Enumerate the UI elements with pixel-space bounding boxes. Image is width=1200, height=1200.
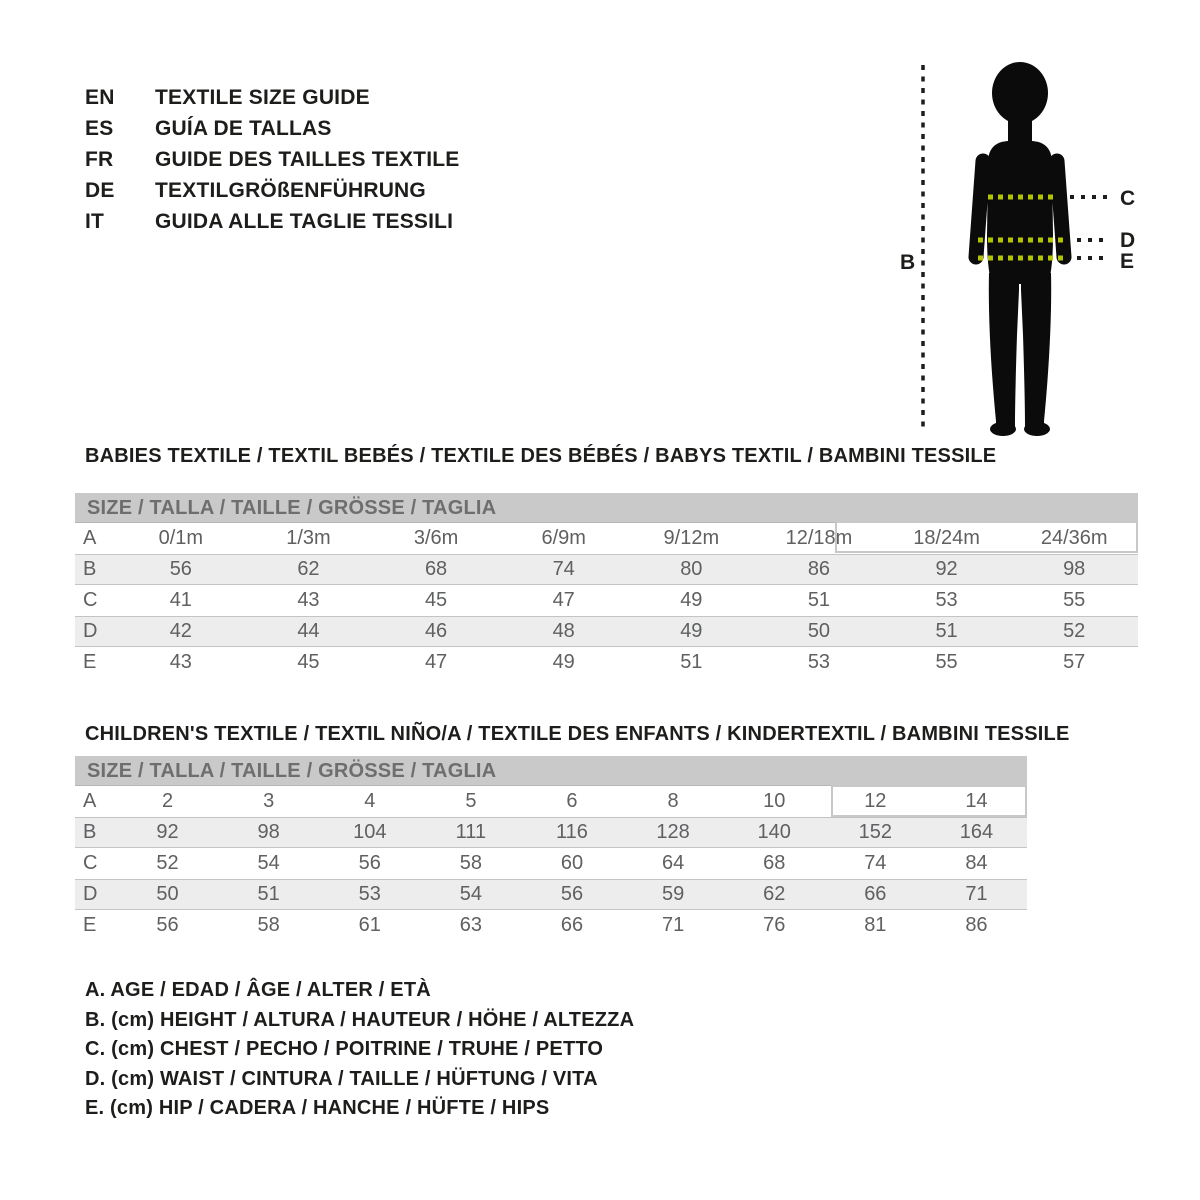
size-value-cell: 98 (257, 821, 280, 843)
size-value-cell: 56 (358, 852, 381, 874)
size-value-cell: 56 (156, 914, 179, 936)
size-value-cell: 68 (424, 558, 448, 580)
size-value-cell: 55 (935, 651, 958, 673)
children-table-rows (75, 786, 1027, 941)
chest-label: C (1120, 187, 1136, 210)
table-row (75, 910, 1027, 941)
size-value-cell: 152 (858, 821, 892, 843)
size-value-cell: 43 (169, 651, 192, 673)
language-code: DE (85, 178, 115, 202)
size-value-cell: 5 (465, 790, 477, 812)
size-value-cell: 140 (757, 821, 791, 843)
size-value-cell: 86 (807, 558, 831, 580)
size-value-cell: 74 (864, 852, 887, 874)
size-value-cell: 2 (161, 790, 174, 812)
size-value-cell: 128 (656, 821, 690, 843)
size-value-cell: 68 (763, 852, 786, 874)
size-value-cell: 53 (935, 589, 958, 611)
size-value-cell: 54 (257, 852, 280, 874)
language-title-list (85, 82, 459, 237)
children-size-table (75, 756, 1027, 941)
legend-line-chest: C. (cm) CHEST / PECHO / POITRINE / TRUHE / PETTO (85, 1038, 604, 1061)
size-value-cell: 18/24m (913, 527, 980, 549)
legend-line-height: B. (cm) HEIGHT / ALTURA / HAUTEUR / HÖHE / ALTEZZA (85, 1008, 635, 1031)
language-row (85, 113, 459, 144)
row-label: C (83, 852, 98, 874)
size-value-cell: 74 (552, 558, 575, 580)
size-value-cell: 3 (263, 790, 275, 812)
size-value-cell: 111 (455, 821, 487, 843)
child-silhouette (976, 62, 1064, 436)
size-value-cell: 60 (560, 852, 584, 874)
size-value-cell: 55 (1063, 589, 1086, 611)
table-row (75, 616, 1138, 647)
size-value-cell: 81 (864, 914, 887, 936)
size-value-cell: 45 (424, 589, 448, 611)
size-value-cell: 92 (935, 558, 958, 580)
size-value-cell: 59 (661, 883, 685, 905)
size-value-cell: 64 (661, 852, 685, 874)
size-value-cell: 12 (864, 790, 887, 812)
size-value-cell: 47 (552, 589, 575, 611)
size-value-cell: 41 (169, 589, 192, 611)
size-value-cell: 80 (680, 558, 703, 580)
table-row (75, 585, 1138, 616)
table-row (75, 879, 1027, 910)
size-value-cell: 84 (965, 852, 988, 874)
size-value-cell: 52 (1063, 620, 1086, 642)
child-silhouette-illustration (880, 35, 1160, 445)
size-value-cell: 92 (156, 821, 179, 843)
size-value-cell: 62 (297, 558, 320, 580)
size-value-cell: 49 (552, 651, 575, 673)
table-row (75, 848, 1027, 879)
row-label: C (83, 589, 98, 611)
table-row (75, 647, 1138, 678)
language-code: ES (85, 116, 114, 140)
babies-size-table (75, 493, 1138, 678)
size-value-cell: 53 (807, 651, 831, 673)
language-row (85, 206, 459, 237)
language-code: IT (85, 209, 105, 233)
language-row (85, 144, 459, 175)
size-value-cell: 45 (297, 651, 320, 673)
size-value-cell: 57 (1063, 651, 1086, 673)
size-value-cell: 76 (763, 914, 786, 936)
size-value-cell: 24/36m (1040, 527, 1108, 549)
table-row (75, 817, 1027, 848)
table-row (75, 523, 1138, 554)
child-measurement-figure (880, 35, 1160, 445)
size-value-cell: 61 (358, 914, 381, 936)
size-value-cell: 56 (560, 883, 584, 905)
size-value-cell: 1/3m (286, 527, 331, 549)
hip-label: E (1120, 250, 1135, 273)
babies-table-title: BABIES TEXTILE / TEXTIL BEBÉS / TEXTILE DES BÉBÉS / BABYS TEXTIL / BAMBINI TESSILE (85, 445, 997, 467)
row-label: A (83, 790, 97, 812)
size-value-cell: 52 (156, 852, 179, 874)
size-value-cell: 42 (169, 620, 192, 642)
size-value-cell: 12/18m (785, 527, 853, 549)
language-row (85, 175, 459, 206)
size-value-cell: 62 (763, 883, 786, 905)
row-label: A (83, 527, 97, 549)
row-label: D (83, 883, 98, 905)
size-value-cell: 164 (959, 821, 994, 843)
row-label: B (83, 821, 97, 843)
waist-label: D (1120, 229, 1136, 252)
size-value-cell: 50 (156, 883, 179, 905)
height-label: B (900, 251, 916, 274)
language-title: GUIDA ALLE TAGLIE TESSILI (155, 209, 454, 233)
size-value-cell: 47 (424, 651, 448, 673)
language-title: TEXTILGRÖßENFÜHRUNG (155, 178, 426, 202)
size-value-cell: 3/6m (413, 527, 459, 549)
size-value-cell: 66 (560, 914, 584, 936)
legend-line-age: A. AGE / EDAD / ÂGE / ALTER / ETÀ (85, 979, 431, 1002)
size-value-cell: 50 (807, 620, 831, 642)
language-title: GUIDE DES TAILLES TEXTILE (155, 147, 460, 171)
language-row (85, 82, 459, 113)
size-value-cell: 48 (552, 620, 575, 642)
table-row (75, 554, 1138, 585)
size-value-cell: 63 (459, 914, 482, 936)
size-value-cell: 0/1m (158, 527, 204, 549)
size-value-cell: 49 (680, 620, 703, 642)
size-value-cell: 104 (353, 821, 387, 843)
size-value-cell: 54 (459, 883, 482, 905)
language-title: TEXTILE SIZE GUIDE (155, 85, 370, 109)
size-value-cell: 86 (965, 914, 988, 936)
size-value-cell: 6 (566, 790, 578, 812)
size-value-cell: 43 (297, 589, 320, 611)
size-value-cell: 116 (556, 821, 588, 843)
size-value-cell: 44 (297, 620, 320, 642)
size-value-cell: 9/12m (663, 527, 720, 549)
size-value-cell: 53 (358, 883, 381, 905)
size-value-cell: 4 (364, 790, 376, 812)
babies-table-rows (75, 523, 1138, 678)
size-value-cell: 8 (667, 790, 679, 812)
row-label: D (83, 620, 98, 642)
size-value-cell: 56 (169, 558, 192, 580)
size-value-cell: 71 (661, 914, 685, 936)
size-value-cell: 49 (680, 589, 703, 611)
size-value-cell: 51 (257, 883, 280, 905)
measurement-legend (85, 976, 634, 1124)
size-value-cell: 66 (864, 883, 887, 905)
size-header-band: SIZE / TALLA / TAILLE / GRÖSSE / TAGLIA (75, 493, 1138, 523)
size-value-cell: 71 (965, 883, 988, 905)
language-code: EN (85, 85, 115, 109)
size-value-cell: 14 (965, 790, 988, 812)
size-value-cell: 51 (935, 620, 958, 642)
size-value-cell: 10 (763, 790, 786, 812)
language-title: GUÍA DE TALLAS (155, 116, 332, 140)
size-value-cell: 46 (424, 620, 448, 642)
children-table-title: CHILDREN'S TEXTILE / TEXTIL NIÑO/A / TEXTILE DES ENFANTS / KINDERTEXTIL / BAMBINI TESSILE (85, 723, 1070, 745)
size-value-cell: 58 (459, 852, 482, 874)
language-code: FR (85, 147, 114, 171)
size-value-cell: 98 (1063, 558, 1086, 580)
row-label: E (83, 651, 97, 673)
legend-line-hip: E. (cm) HIP / CADERA / HANCHE / HÜFTE / HIPS (85, 1097, 550, 1120)
legend-line-waist: D. (cm) WAIST / CINTURA / TAILLE / HÜFTUNG / VITA (85, 1067, 598, 1090)
size-header-band: SIZE / TALLA / TAILLE / GRÖSSE / TAGLIA (75, 756, 1027, 786)
size-value-cell: 51 (807, 589, 831, 611)
size-value-cell: 6/9m (541, 527, 586, 549)
table-row (75, 786, 1027, 817)
size-value-cell: 51 (680, 651, 703, 673)
row-label: B (83, 558, 97, 580)
row-label: E (83, 914, 97, 936)
size-value-cell: 58 (257, 914, 280, 936)
